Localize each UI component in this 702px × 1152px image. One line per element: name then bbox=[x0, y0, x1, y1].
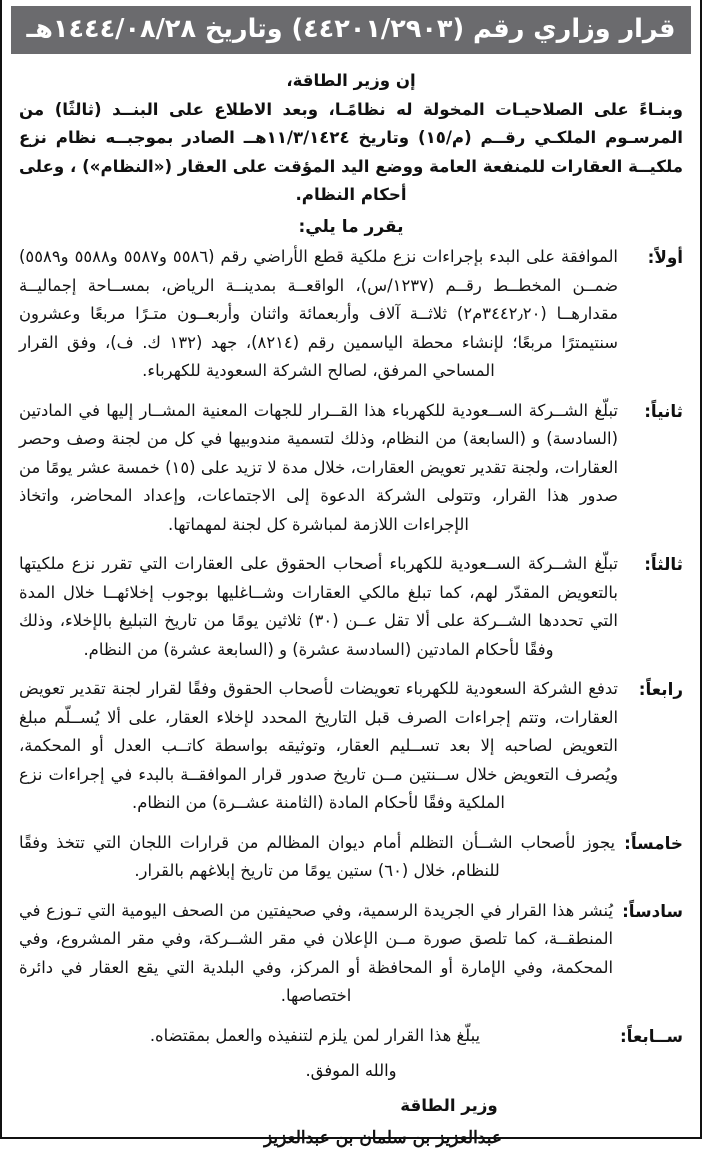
clause-row bbox=[19, 675, 683, 818]
clause-text: تبلّغ الشــركة الســعودية للكهرباء أصحاب الحقوق على العقارات التي تقرر نزع ملكيتها بالتعويض المقدّر لهم، كما تبلغ مالكي العقارات وشــاغليها بوجوب إخلائهــا خلال المدة التي تحددها الشــركة على ألا تقل عــن (٣٠) ثلاثين يومًا من تاريخ التبليغ بالإخلاء، وذلك وفقًا لأحكام المادتين (السادسة عشرة) و (السابعة عشرة) من النظام. bbox=[19, 554, 618, 659]
clause-label: أولاً: bbox=[647, 247, 683, 268]
clause-row bbox=[19, 829, 683, 886]
closing-invocation: والله الموفق. bbox=[305, 1061, 397, 1081]
clause-row bbox=[19, 1022, 683, 1051]
clause-text: تبلّغ الشــركة الســعودية للكهرباء هذا القــرار للجهات المعنية المشــار إليها في المادتين (السادسة) و (السابعة) من النظام، وذلك لتسمية مندوبيها في كل من لجنة وصف وحصر العقارات، ولجنة تقدير تعويض العقارات، خلال مدة لا تزيد على (١٥) خمسة عشر يومًا من صدور هذا القرار، وتتولى الشركة الدعوة إلى الاجتماعات، وإعداد المحاضر، واتخاذ الإجراءات اللازمة لمباشرة كل لجنة لمهماتها. bbox=[19, 400, 618, 534]
clause-text: يبلّغ هذا القرار لمن يلزم لتنفيذه والعمل بمقتضاه. bbox=[149, 1025, 481, 1045]
clause-label: خامساً: bbox=[624, 832, 683, 853]
signatory-title: وزير الطاقة bbox=[400, 1096, 498, 1116]
clause-label: ســابعاً: bbox=[619, 1025, 683, 1046]
clause-text: يُنشر هذا القرار في الجريدة الرسمية، وفي صحيفتين من الصحف اليومية التي تـوزع في المنطقــة، كما تلصق صورة مــن الإعلان في مقر الشــركة، وفي مقر المشروع، وفي المحكمة، وفي الإمارة أو المحافظة أو المركز، وفي البلدية التي يقع العقار في دائرة اختصاصها. bbox=[19, 900, 614, 1006]
clause-row bbox=[19, 397, 683, 540]
clause-text: تدفع الشركة السعودية للكهرباء تعويضات لأصحاب الحقوق وفقًا لقرار لجنة تقدير تعويض العقارات، وتتم إجراءات الصرف قبل التاريخ المحدد لإخلاء العقار، على ألا يُســلّم مبلغ التعويض لصاحبه إلا بعد تســليم العقار، وتوثيقه بواسطة كاتــب العدل أو المحكمة، ويُصرف التعويض خلال ســنتين مــن تاريخ صدور قرار الموافقــة بالبدء في إجراءات نزع الملكية وفقًا لأحكام المادة (الثامنة عشــرة) من النظام. bbox=[19, 679, 618, 813]
clause-text: يجوز لأصحاب الشــأن التظلم أمام ديوان المظالم من قرارات اللجان التي تتخذ وفقًا للنظام، خلال (٦٠) ستين يومًا من تاريخ إبلاغهم بالقرار. bbox=[19, 832, 616, 881]
clause-row bbox=[19, 550, 683, 664]
signature-block bbox=[19, 1093, 683, 1152]
clause-row bbox=[19, 243, 683, 386]
clause-text: الموافقة على البدء بإجراءات نزع ملكية قطع الأراضي رقم (٥٥٨٦ و٥٥٨٧ و٥٥٨٨ و٥٥٨٩) ضمــن المخطــط رقــم (١٢٣٧/س)، الواقعــة بمدينــة الرياض، بمســاحة إجماليــة مقدارهــا (٣٤٤٢٫٢٠م٢) ثلاثــة آلاف وأربعمائة واثنان وأربعــون متـرًا مربعًا وعشرون سنتيمترًا مربعًا؛ لإنشاء محطة الياسمين رقم (٨٢١٤)، جهد (١٣٢ ك. ف)، وفق القرار المساحي المرفق، لصالح الشركة السعودية للكهرباء. bbox=[19, 247, 618, 381]
clause-row bbox=[19, 897, 683, 1011]
clause-label: سادساً: bbox=[622, 900, 683, 921]
decree-title-bar: قرار وزاري رقم (٤٤٢٠١/٢٩٠٣) وتاريخ ١٤٤٤/٠٨/٢٨هـ bbox=[11, 6, 691, 54]
clause-label: ثالثاً: bbox=[644, 554, 683, 575]
signatory-name: عبدالعزيز بن سلمان بن عبدالعزيز bbox=[264, 1128, 502, 1149]
decides-heading: يقرر ما يلي: bbox=[298, 217, 404, 238]
intro-lead-line: إن وزير الطاقة، bbox=[286, 71, 416, 91]
document-body bbox=[2, 54, 700, 1152]
clause-label: ثانياً: bbox=[644, 400, 683, 421]
document-header-region bbox=[2, 0, 700, 54]
preamble-paragraph: وبنـاءً على الصلاحيـات المخولة له نظامًـا، وبعد الاطلاع على البنــد (ثالثًا) من المرسـوم الملكـي رقــم (م/١٥) وتاريخ ١١/٣/١٤٢٤هــ الصادر بموجبــه نظام نزع ملكيــة العقارات للمنفعة العامة ووضع اليد المؤقت على العقار («النظام») ، وعلى أحكام النظام. bbox=[19, 99, 683, 205]
clause-label: رابعاً: bbox=[638, 679, 683, 700]
